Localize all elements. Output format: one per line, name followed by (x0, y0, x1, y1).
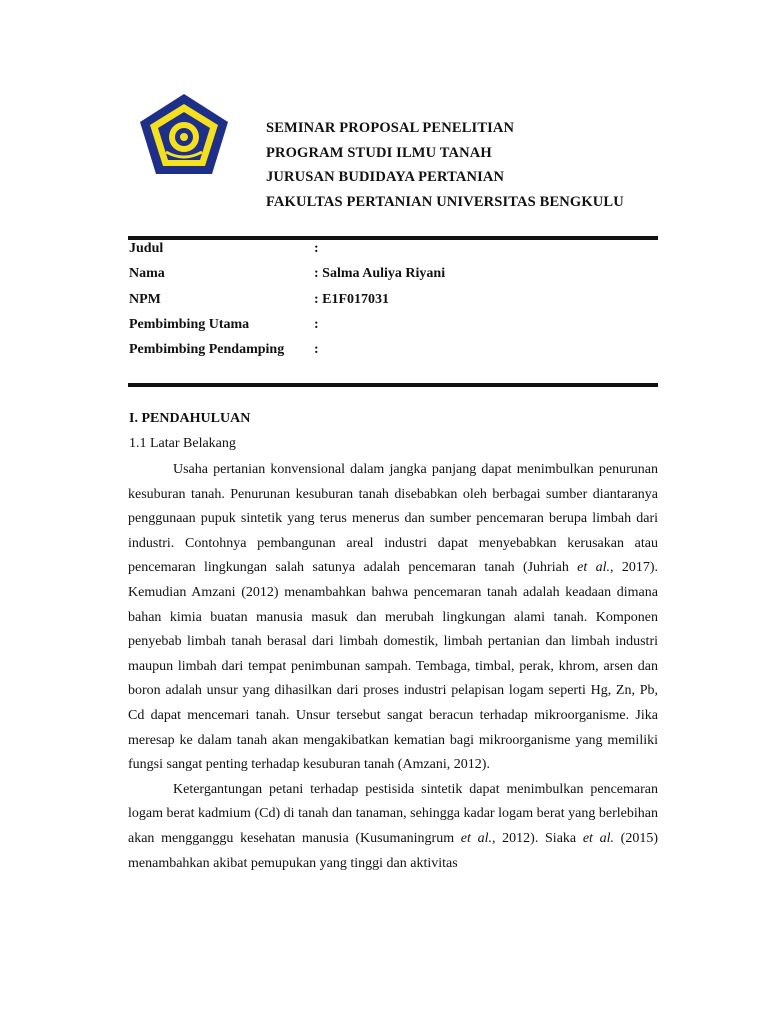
document-heading (266, 116, 624, 214)
heading-line-4: FAKULTAS PERTANIAN UNIVERSITAS BENGKULU (266, 193, 624, 210)
info-value: : (314, 316, 319, 332)
paragraph-2-part-b: , 2012). Siaka (491, 830, 583, 846)
university-crest-icon (138, 92, 230, 176)
info-row-pembimbing-pendamping (129, 341, 649, 366)
paragraph-2-part-c: (2015) menambahkan akibat pemupukan yang tinggi dan aktivitas (128, 830, 659, 871)
heading-line-2: PROGRAM STUDI ILMU TANAH (266, 144, 492, 161)
section-title: I. PENDAHULUAN (129, 411, 251, 426)
info-value: : (314, 342, 319, 358)
heading-line-1: SEMINAR PROPOSAL PENELITIAN (266, 120, 515, 136)
paragraph-1 (128, 458, 658, 778)
paragraph-2-et-al-2: et al. (582, 830, 614, 846)
info-label: Pembimbing Utama (129, 316, 250, 332)
subsection-title: 1.1 Latar Belakang (129, 436, 236, 451)
heading-line-3: JURUSAN BUDIDAYA PERTANIAN (266, 169, 505, 185)
info-row-judul (129, 240, 649, 265)
body-text (128, 458, 658, 876)
paragraph-2 (128, 778, 658, 876)
paragraph-1-et-al: et al. (577, 560, 610, 576)
info-table (129, 240, 649, 366)
info-value: : (314, 241, 319, 256)
paragraph-1-part-b: , 2017). Kemudian Amzani (2012) menambahkan bahwa pencemaran tanah adalah keadaan dimana bahan kimia buatan manusia masuk dan merubah lingkungan alami tanah. Komponen penyebab limbah tanah berasal dari limbah domestik, limbah pertanian dan limbah industri maupun limbah dari tempat penimbunan sampah. Tembaga, timbal, perak, khrom, arsen dan boron adalah unsur yang dihasilkan dari proses industri pelapisan logam seperti Hg, Zn, Pb, Cd dapat mencemari tanah. Unsur tersebut sangat beracun terhadap mikroorganisme. Jika meresap ke dalam tanah akan mengakibatkan kematian bagi mikroorganisme yang memiliki fungsi sangat penting terhadap kesuburan tanah (Amzani, 2012). (128, 560, 658, 773)
info-label: Nama (129, 266, 165, 282)
paragraph-2-et-al-1: et al. (460, 830, 492, 846)
info-row-nama (129, 265, 649, 290)
bottom-divider (128, 383, 658, 387)
info-label: NPM (129, 291, 161, 307)
paragraph-2-part-a: Ketergantungan petani terhadap pestisida sintetik dapat menimbulkan pencemaran logam berat kadmium (Cd) di tanah dan tanaman, sehingga kadar logam berat yang berlebihan akan mengganggu kesehatan manusia (Kusumaningrum (128, 781, 658, 846)
info-label: Pembimbing Pendamping (129, 342, 285, 358)
info-value: : Salma Auliya Riyani (314, 266, 446, 282)
info-row-pembimbing-utama (129, 316, 649, 341)
info-label: Judul (129, 241, 164, 256)
info-value: : E1F017031 (314, 291, 390, 307)
info-row-npm (129, 291, 649, 316)
paragraph-1-part-a: Usaha pertanian konvensional dalam jangka panjang dapat menimbulkan penurunan kesuburan tanah. Penurunan kesuburan tanah disebabkan oleh berbagai sumber diantaranya penggunaan pupuk sintetik yang terus menerus dan sumber pencemaran berupa limbah dari industri. Contohnya pembangunan areal industri dapat menyebabkan kerusakan atau pencemaran lingkungan salah satunya adalah pencemaran tanah (Juhriah (128, 462, 658, 576)
